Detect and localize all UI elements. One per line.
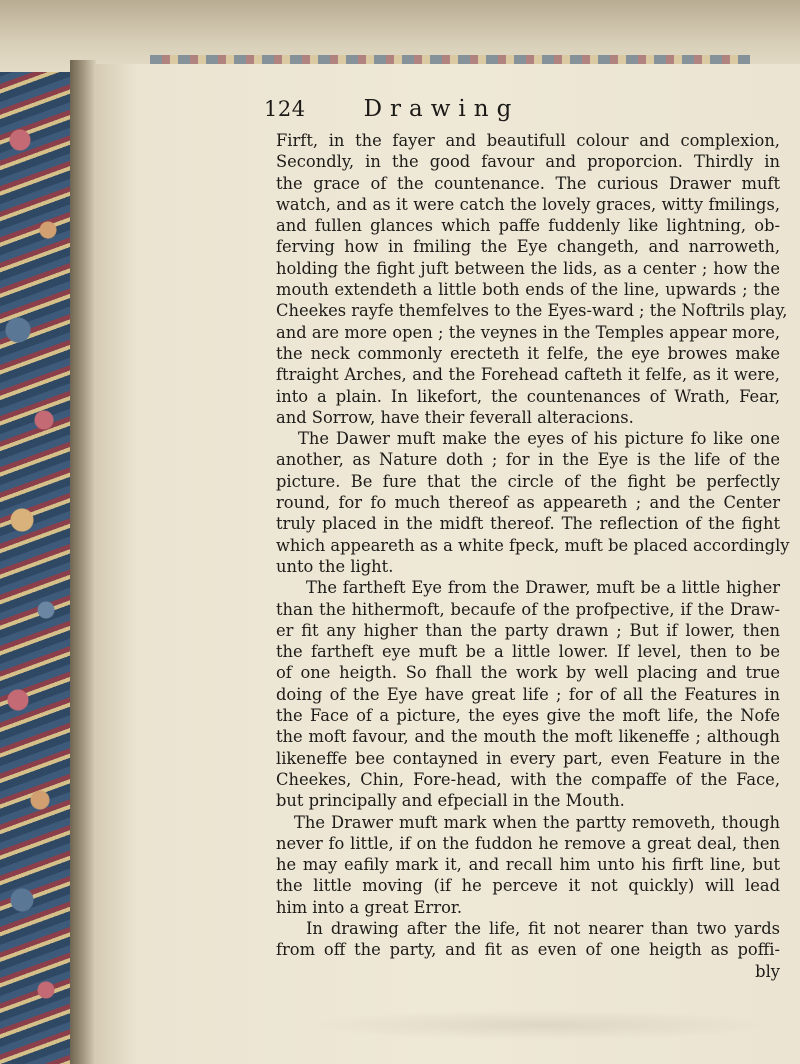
text-line: er fit any higher than the party drawn ; But if lower, then: [276, 620, 780, 640]
text-line: but principally and efpeciall in the Mouth.: [276, 791, 625, 811]
text-line: he may eafily mark it, and recall him unto his firft line, but: [276, 855, 780, 875]
text-line: of one heigth. So fhall the work by well placing and true: [276, 663, 780, 683]
text-line: the fartheft eye muft be a little lower. If level, then to be: [276, 642, 780, 662]
text-line: Cheekes rayfe themfelves to the Eyes-ward ; the Noftrils play,: [276, 301, 788, 321]
text-line: the moft favour, and the mouth the moft likeneffe ; although: [276, 727, 780, 747]
text-line: watch, and as it were catch the lovely graces, witty fmilings,: [276, 194, 780, 214]
page-number: 124: [264, 97, 306, 121]
running-head: Drawing: [363, 96, 520, 122]
text-line: mouth extendeth a little both ends of the line, upwards ; the: [276, 280, 780, 300]
page-stain: [300, 1010, 780, 1040]
text-line: Firft, in the fayer and beautifull colour and complexion,: [276, 131, 780, 150]
text-line: In drawing after the life, fit not nearer than two yards: [306, 918, 780, 938]
text-line: never fo little, if on the fuddon he remove a great deal, then: [276, 833, 780, 853]
text-line: picture. Be fure that the circle of the fight be perfectly: [276, 471, 780, 491]
text-line: unto the light.: [276, 556, 394, 576]
text-line: ferving how in fmiling the Eye changeth, and narroweth,: [276, 237, 780, 257]
marbled-cover: [0, 0, 70, 1064]
text-line: The Dawer muft make the eyes of his picture fo like one: [298, 429, 780, 449]
text-line: The Drawer muft mark when the partty removeth, though: [294, 812, 780, 832]
text-line: ftraight Arches, and the Forehead cafteth it felfe, as it were,: [276, 365, 780, 385]
text-line: another, as Nature doth ; for in the Eye is the life of the: [276, 450, 780, 470]
text-line: truly placed in the midft thereof. The reflection of the fight: [276, 514, 780, 534]
text-line: bly: [755, 961, 780, 981]
text-line: and are more open ; the veynes in the Temples appear more,: [276, 322, 780, 342]
text-line: him into a great Error.: [276, 897, 463, 917]
book-gutter: [70, 60, 96, 1064]
text-line: the neck commonly erecteth it felfe, the eye browes make: [276, 343, 780, 363]
page-header: [264, 96, 519, 126]
text-line: likeneffe bee contayned in every part, even Feature in the: [276, 748, 780, 768]
text-line: doing of the Eye have great life ; for of all the Features in: [276, 684, 780, 704]
text-line: Cheekes, Chin, Fore-head, with the compaffe of the Face,: [276, 769, 780, 789]
text-line: round, for fo much thereof as appeareth ; and the Center: [276, 493, 780, 513]
text-line: Secondly, in the good favour and proporcion. Thirdly in: [276, 152, 780, 172]
text-line: the Face of a picture, the eyes give the moft life, the Nofe: [276, 706, 780, 726]
text-line: and fullen glances which paffe fuddenly like lightning, ob-: [276, 216, 780, 236]
text-line: into a plain. In likefort, the countenances of Wrath, Fear,: [276, 386, 780, 406]
text-line: the grace of the countenance. The curious Drawer muft: [276, 173, 780, 193]
text-line: than the hithermoft, becaufe of the profpective, if the Draw-: [276, 599, 780, 619]
text-line: from off the party, and fit as even of one heigth as poffi-: [276, 940, 780, 960]
text-line: holding the fight juft between the lids, as a center ; how the: [276, 258, 780, 278]
text-line: which appeareth as a white fpeck, muft be placed accordingly: [276, 535, 790, 555]
text-line: the little moving (if he perceve it not quickly) will lead: [276, 876, 780, 896]
body-text: [276, 130, 790, 982]
text-line: and Sorrow, have their feverall alteracions.: [276, 407, 634, 427]
text-line: The fartheft Eye from the Drawer, muft be a little higher: [306, 578, 780, 598]
